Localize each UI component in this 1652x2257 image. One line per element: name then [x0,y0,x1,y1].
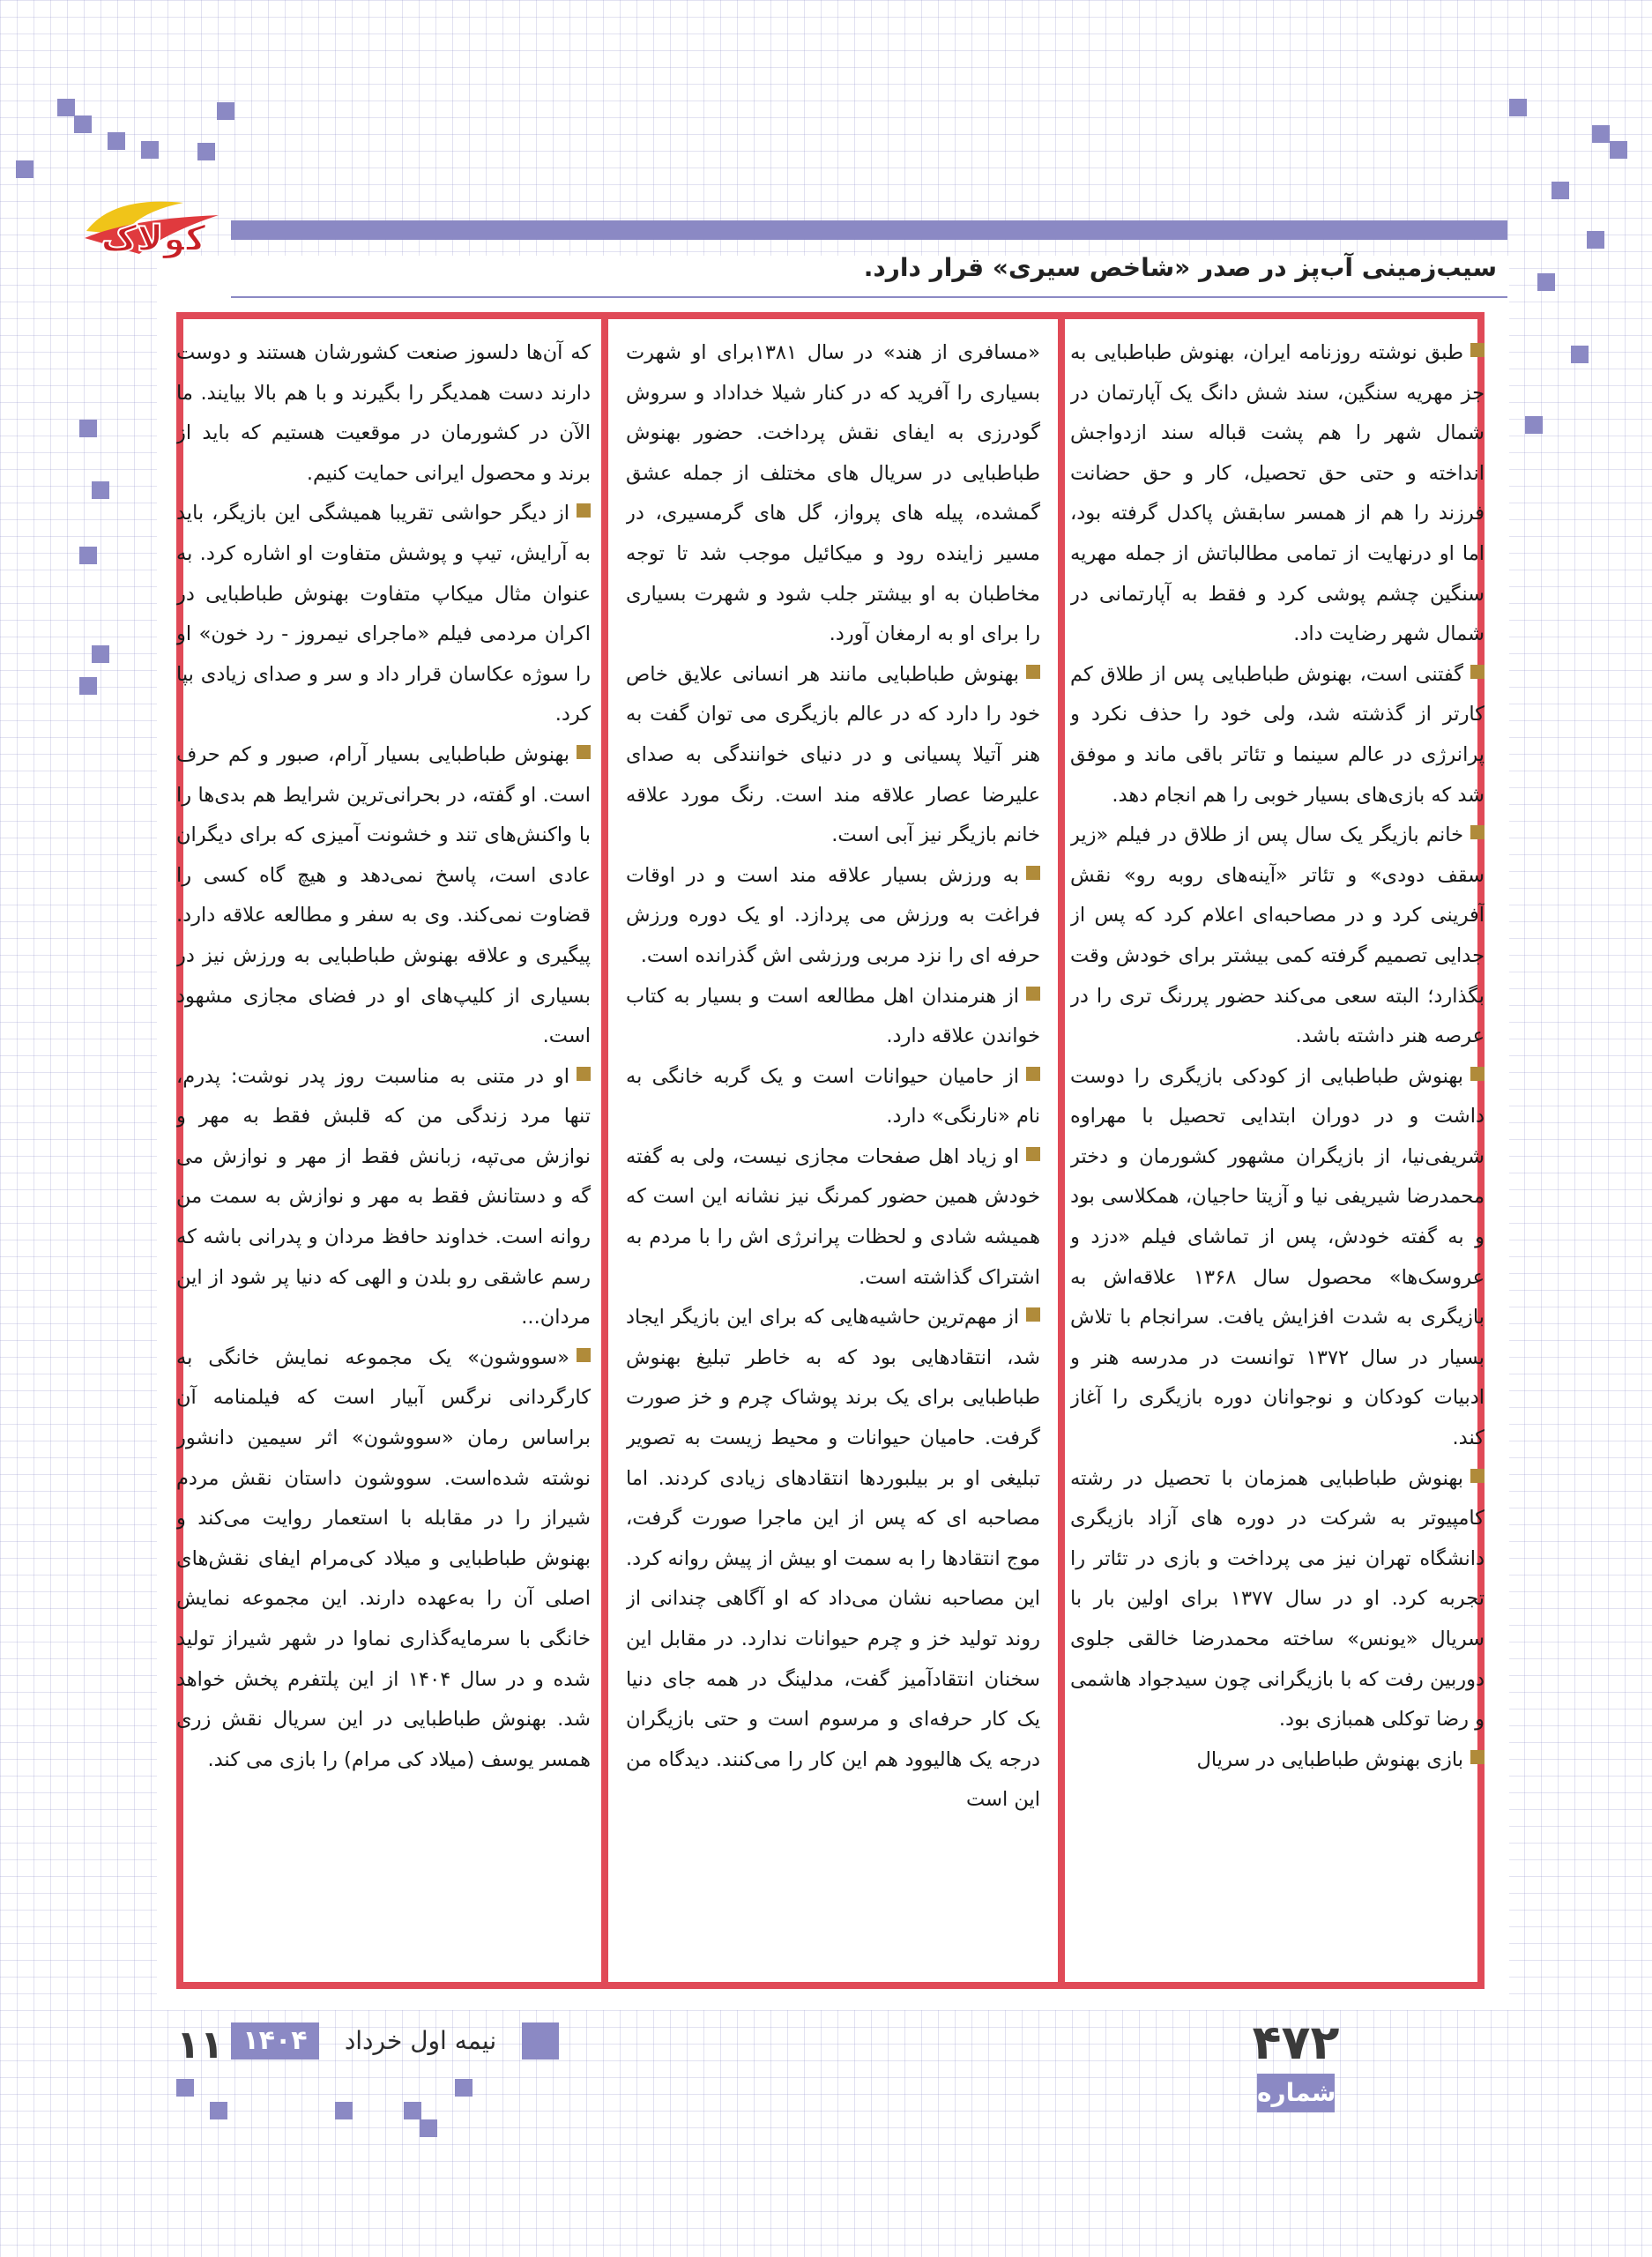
footer-left [176,2019,564,2072]
issue-number: ۴۷۲ [1252,2015,1340,2070]
decor-square [16,160,33,178]
article-paragraph: «سووشون» یک مجموعه نمایش خانگی به کارگردانی نرگس آبیار است که فیلمنامه آن براساس رمان «سووشون» اثر سیمین دانشور نوشته شده‌است. سووشون داستان نقش مردم شیراز را در مقابله با استعمار روایت می‌کند و بهنوش طباطبایی و میلاد کی‌مرام ایفای نقش‌های اصلی آن را به‌عهده دارند. این مجموعه نمایش خانگی با سرمایه‌گذاری نماوا در شهر شیراز تولید شده و در سال ۱۴۰۴ از این پلتفرم پخش خواهد شد. بهنوش طباطبایی در این سریال نقش زری همسر یوسف (میلاد کی مرام) را بازی می کند. [176,1338,591,1781]
issue-label: شماره [1257,2074,1335,2112]
decor-square [57,99,75,116]
article-paragraph: از هنرمندان اهل مطالعه است و بسیار به کتاب خواندن علاقه دارد. [626,977,1040,1057]
footer-right [1252,2014,1340,2119]
bottom-rule [176,1982,1485,1989]
top-rule [176,312,1485,319]
issue-date: نیمه اول خرداد [344,2026,497,2055]
magazine-logo [78,192,227,272]
article-paragraph: از مهم‌ترین حاشیه‌هایی که برای این بازیگر ایجاد شد، انتقادهایی بود که به خاطر تبلیغ بهنوش طباطبایی برای یک برند پوشاک چرم و خز صورت گرفت. حامیان حیوانات و محیط زیست به تصویر تبلیغی او بر بیلبوردها انتقادهای زیادی کردند. اما مصاحبه ای که پس از این ماجرا صورت گرفت، موج انتقادها را به سمت او بیش از پیش روانه کرد. این مصاحبه نشان می‌داد که او آگاهی چندانی از روند تولید خز و چرم حیوانات ندارد. در مقابل این سخنان انتقادآمیز گفت، مدلینگ در همه جای دنیا یک کار حرفه‌ای و مرسوم است و حتی بازیگران درجه یک هالیوود هم این کار را می‌کنند. دیدگاه من این است [626,1298,1040,1821]
column-divider [601,319,608,1982]
decor-square [79,420,97,437]
decor-square [141,141,159,159]
article-column-middle [626,333,1040,1970]
article-paragraph: بهنوش طباطبایی مانند هر انسانی علایق خاص خود را دارد که در عالم بازیگری می توان گفت به هنر آتیلا پسیانی و در دنیای خوانندگی به صدای علیرضا عصار علاقه مند است. رنگ مورد علاقه خانم بازیگر نیز آبی است. [626,655,1040,856]
article-paragraph: او در متنی به مناسبت روز پدر نوشت: پدرم، تنها مرد زندگی من که قلبش فقط به مهر و نوازش می‌تپه، زبانش فقط از مهر و نوازش می گه و دستانش فقط به مهر و نوازش به سمت من روانه است. خداوند حافظ مردان و پدرانی باشه که رسم عاشقی رو بلدن و الهی که دنیا پر شود از این مردان... [176,1057,591,1338]
decor-square [404,2102,421,2119]
decor-square [176,2079,194,2097]
header-band [231,220,1507,240]
logo-text: کولاک [100,219,206,259]
article-paragraph: به ورزش بسیار علاقه مند است و در اوقات فراغت به ورزش می پردازد. او یک دوره ورزش حرفه ای را نزد مربی ورزشی اش گذرانده است. [626,856,1040,977]
decor-square [1552,182,1569,199]
decor-square [79,677,97,695]
article-paragraph: گفتنی است، بهنوش طباطبایی پس از طلاق کم کارتر از گذشته شد، ولی خود را حذف نکرد و پرانرژی در عالم سینما و تئاتر باقی ماند و موفق شد که بازی‌های بسیار خوبی را هم انجام دهد. [1070,655,1485,816]
decor-square [1509,99,1527,116]
decor-square [92,645,109,663]
decor-square [1537,273,1555,291]
article-paragraph: او زیاد اهل صفحات مجازی نیست، ولی به گفته خودش همین حضور کمرنگ نیز نشانه این است که همیشه شادی و لحظات پرانرژی اش را با مردم به اشتراک گذاشته است. [626,1137,1040,1298]
column-divider [1058,319,1065,1982]
decor-square [210,2102,227,2119]
decor-square [197,143,215,160]
decor-square [108,132,125,150]
header-line [231,296,1507,298]
article-paragraph: بهنوش طباطبایی از کودکی بازیگری را دوست داشت و در دوران ابتدایی تحصیل با مهراوه شریفی‌نیا، از بازیگران مشهور کشورمان و دختر محمدرضا شیریفی نیا و آزیتا حاجیان، همکلاسی بود و به گفته خودش، پس از تماشای فیلم «دزد و عروسک‌ها» محصول سال ۱۳۶۸ علاقه‌اش به بازیگری به شدت افزایش یافت. سرانجام با تلاش بسیار در سال ۱۳۷۲ توانست در مدرسه هنر و ادبیات کودکان و نوجوانان دوره بازیگری را آغاز کند. [1070,1057,1485,1459]
decor-square [92,481,109,499]
article-paragraph: از حامیان حیوانات است و یک گربه خانگی به نام «نارنگی» دارد. [626,1057,1040,1137]
page-headline: سیب‌زمینی آب‌پز در صدر «شاخص سیری» قرار دارد. [863,253,1497,282]
footer-square [522,2022,559,2060]
decor-square [1587,231,1604,249]
article-paragraph: از دیگر حواشی تقریبا همیشگی این بازیگر، باید به آرایش، تیپ و پوشش متفاوت او اشاره کرد. به عنوان مثال میکاپ متفاوت بهنوش طباطبایی در اکران مردمی فیلم «ماجرای نیمروز - رد خون» او را سوژه عکاسان قرار داد و سر و صدای زیادی بپا کرد. [176,494,591,735]
article-paragraph: طبق نوشته روزنامه ایران، بهنوش طباطبایی به جز مهریه سنگین، سند شش دانگ یک آپارتمان در شمال شهر را هم پشت قباله سند ازدواجش انداخته و حتی حق تحصیل، کار و حق حضانت فرزند را هم از همسر سابقش پاکدل گرفته بود، اما او درنهایت از تمامی مطالباتش از جمله مهریه سنگین چشم پوشی کرد و فقط به آپارتمانی در شمال شهر رضایت داد. [1070,333,1485,655]
article-paragraph: «مسافری از هند» در سال ۱۳۸۱برای او شهرت بسیاری را آفرید که در کنار شیلا خداداد و سروش گودرزی به ایفای نقش پرداخت. حضور بهنوش طباطبایی در سریال های مختلف از جمله عشق گمشده، پیله های پرواز، گل های گرمسیری، در مسیر زاینده رود و میکائیل موجب شد تا توجه مخاطبان به او بیشتر جلب شود و شهرت بسیاری را برای او به ارمغان آورد. [626,341,1040,646]
decor-square [1571,346,1589,363]
article-paragraph: خانم بازیگر یک سال پس از طلاق در فیلم «زیر سقف دودی» و تئاتر «آینه‌های روبه رو» نقش آفرینی کرد و در مصاحبه‌ای اعلام کرد که پس از جدایی تصمیم گرفته کمی بیشتر برای خودش وقت بگذارد؛ البته سعی می‌کند حضور پررنگ تری را در عرصه هنر داشته باشد. [1070,816,1485,1057]
article-column-right [1070,333,1485,1970]
article-paragraph: بهنوش طباطبایی همزمان با تحصیل در رشته کامپیوتر به شرکت در دوره های آزاد بازیگری دانشگاه تهران نیز می پرداخت و بازی در تئاتر را تجربه کرد. او در سال ۱۳۷۷ برای اولین بار با سریال «یونس» ساخته محمدرضا خالقی جلوی دوربین رفت که با بازیگرانی چون سیدجواد هاشمی و رضا توکلی همبازی بود. [1070,1459,1485,1740]
decor-square [217,102,234,120]
decor-square [74,115,92,133]
article-column-left [176,333,591,1970]
decor-square [79,547,97,564]
decor-square [1525,416,1543,434]
issue-year: ۱۴۰۴ [231,2022,319,2060]
article-paragraph: که آن‌ها دلسوز صنعت کشورشان هستند و دوست دارند دست همدیگر را بگیرند و با هم بالا بیایند. ما الآن در کشورمان در موقعیت هستیم که باید از برند و محصول ایرانی حمایت کنیم. [176,341,591,485]
article-paragraph: بهنوش طباطبایی بسیار آرام، صبور و کم حرف است. او گفته، در بحرانی‌ترین شرایط هم بدی‌ها را با واکنش‌های تند و خشونت آمیزی که برای دیگران عادی است، پاسخ نمی‌دهد و هیچ گاه کسی را قضاوت نمی‌کند. وی به سفر و مطالعه علاقه دارد. پیگیری و علاقه بهنوش طباطبایی به ورزش نیز در بسیاری از کلیپ‌های او در فضای مجازی مشهود است. [176,735,591,1057]
article-paragraph: بازی بهنوش طباطبایی در سریال [1070,1740,1485,1781]
decor-square [335,2102,353,2119]
decor-square [455,2079,473,2097]
decor-square [420,2119,437,2137]
decor-square [1610,141,1627,159]
decor-square [1592,125,1610,143]
page-number: ۱۱ [176,2022,224,2067]
